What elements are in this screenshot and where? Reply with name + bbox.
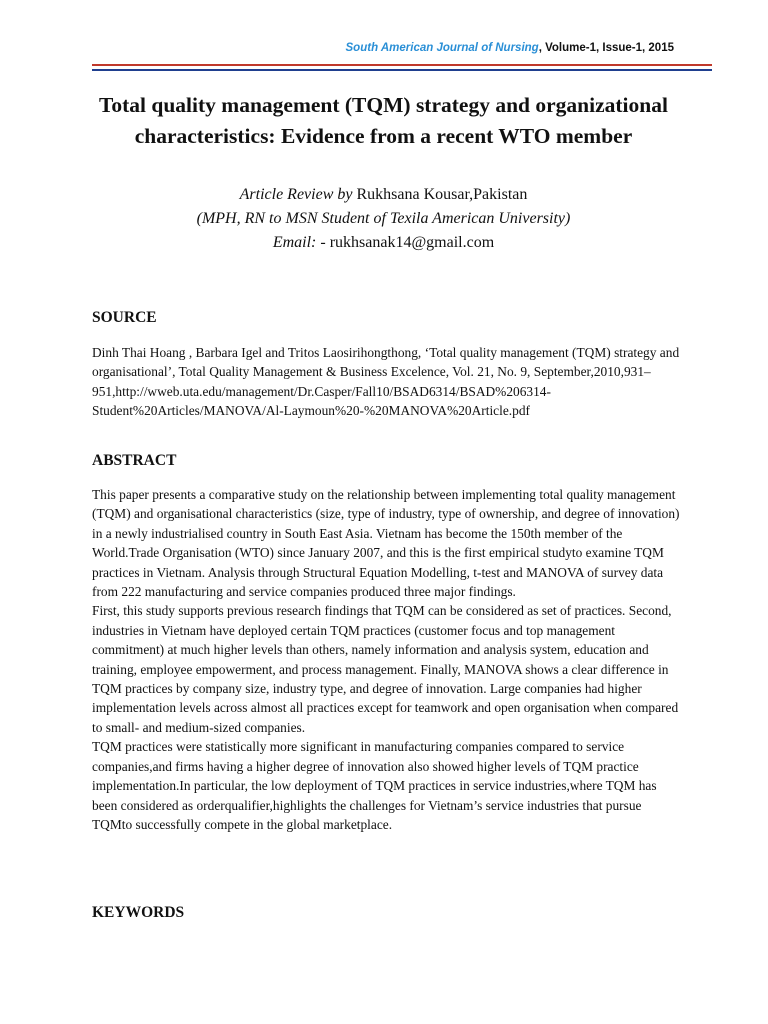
byline: [92, 183, 675, 255]
running-header: [346, 42, 674, 54]
keywords-heading: KEYWORDS: [92, 904, 185, 921]
email-label: Email:: [272, 234, 317, 251]
abstract-paragraph-1: This paper presents a comparative study on the relationship between implementing total quality management (TQM) and organisational characteristics (size, type of industry, type of ownership, and degree of innovation) in a newly industrialised country in South East Asia. Vietnam has become the 150th member of the World.Trade Organisation (WTO) since January 2007, and this is the first empirical studyto examine TQM practices in Vietnam. Analysis through Structural Equation Modelling, t-test and MANOVA of survey data from 222 manufacturing and service companies produced three major findings.: [92, 487, 680, 600]
review-label: Article Review by: [239, 186, 353, 203]
journal-name: South American Journal of Nursing: [345, 42, 539, 54]
author-line: [92, 183, 675, 207]
email-address: - rukhsanak14@gmail.com: [316, 234, 495, 251]
source-heading: SOURCE: [92, 309, 157, 326]
abstract-paragraph-2: First, this study supports previous research findings that TQM can be considered as set of practices. Second, industries in Vietnam have deployed certain TQM practices (customer focus and top management commitment) at much higher levels than others, namely information and analysis system, education and training, employee empowerment, and process management. Finally, MANOVA shows a clear difference in TQM practices by company size, industry type, and degree of innovation. Large companies had higher implementation levels across almost all practices except for teamwork and open organisation when compared to small- and medium-sized companies.: [92, 603, 679, 735]
source-text: Dinh Thai Hoang , Barbara Igel and Tritos Laosirihongthong, ‘Total quality management (TQM) strategy and organisational’, Total Quality Management & Business Excelence, Vol. 21, No. 9, September,2010,931–951,http://wweb.uta.edu/management/Dr.Casper/Fall10/BSAD6314/BSAD%206314-Student%20Articles/MANOVA/Al-Laymoun%20-%20MANOVA%20Article.pdf: [92, 345, 680, 419]
abstract-paragraph-3: TQM practices were statistically more significant in manufacturing companies compared to service companies,and firms having a higher degree of innovation also showed higher levels of TQM practice implementation.In particular, the low deployment of TQM practices in service industries,where TQM has been considered as orderqualifier,highlights the challenges for Vietnam’s service industries that pursue TQMto successfully compete in the global marketplace.: [92, 739, 657, 832]
journal-issue: , Volume-1, Issue-1, 2015: [538, 42, 674, 54]
email-line: [92, 231, 675, 255]
abstract-heading: ABSTRACT: [92, 452, 177, 469]
header-rule-blue: [92, 69, 712, 71]
affiliation: (MPH, RN to MSN Student of Texila American University): [196, 210, 571, 227]
abstract-body: [92, 485, 682, 834]
header-rule-red: [92, 64, 712, 66]
source-citation: [92, 343, 682, 421]
author-name: Rukhsana Kousar,Pakistan: [352, 186, 528, 203]
article-title: Total quality management (TQM) strategy and organizational characteristics: Evidence from a recent WTO member: [99, 93, 668, 148]
